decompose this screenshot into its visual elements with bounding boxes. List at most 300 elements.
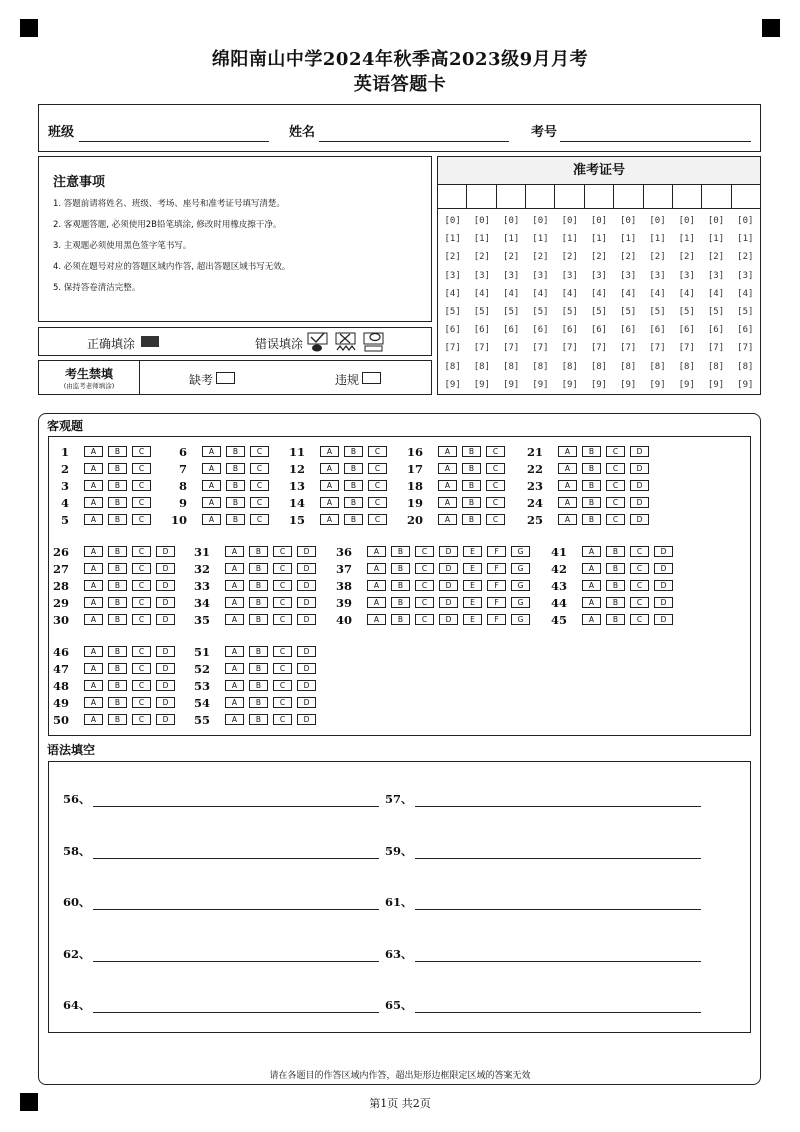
answer-option-bubble[interactable]: B [249,680,268,691]
answer-option-bubble[interactable]: B [462,463,481,474]
answer-option-bubble[interactable]: A [438,463,457,474]
answer-option-bubble[interactable]: B [108,446,127,457]
admission-digit-bubble[interactable]: [7] [503,343,520,354]
blank-answer-line[interactable] [415,858,701,859]
answer-option-bubble[interactable]: C [630,614,649,625]
admission-digit-bubble[interactable]: [1] [503,234,520,245]
admission-digit-bubble[interactable]: [4] [649,288,666,299]
answer-option-bubble[interactable]: C [606,514,625,525]
answer-option-bubble[interactable]: B [391,597,410,608]
answer-option-bubble[interactable]: C [132,597,151,608]
admission-digit-bubble[interactable]: [4] [532,288,549,299]
answer-option-bubble[interactable]: A [84,446,103,457]
answer-option-bubble[interactable]: B [606,597,625,608]
admission-digit-bubble[interactable]: [2] [620,252,637,263]
admission-digit-bubble[interactable]: [3] [590,270,608,281]
answer-option-bubble[interactable]: C [132,497,151,508]
admission-digit-input[interactable] [497,185,526,208]
answer-option-bubble[interactable]: C [250,463,269,474]
admission-digit-bubble[interactable]: [3] [649,270,666,281]
answer-option-bubble[interactable]: C [273,614,292,625]
admission-digit-bubble[interactable]: [7] [473,343,491,354]
answer-option-bubble[interactable]: A [438,514,457,525]
answer-option-bubble[interactable]: C [415,546,434,557]
admission-digit-input[interactable] [467,185,496,208]
admission-digit-input[interactable] [438,185,467,208]
admission-digit-bubble[interactable]: [3] [473,270,491,281]
admission-digit-bubble[interactable]: [2] [503,252,520,263]
answer-option-bubble[interactable]: B [249,697,268,708]
answer-option-bubble[interactable]: C [273,563,292,574]
blank-answer-line[interactable] [415,806,701,807]
answer-option-bubble[interactable]: A [558,446,577,457]
answer-option-bubble[interactable]: B [606,546,625,557]
admission-digit-bubble[interactable]: [1] [620,234,637,245]
admission-digit-bubble[interactable]: [0] [503,216,520,227]
answer-option-bubble[interactable]: A [202,497,221,508]
admission-digit-bubble[interactable]: [2] [649,252,666,263]
admission-digit-bubble[interactable]: [9] [737,379,754,390]
blank-answer-line[interactable] [93,909,379,910]
answer-option-bubble[interactable]: C [630,546,649,557]
answer-option-bubble[interactable]: D [156,646,175,657]
answer-option-bubble[interactable]: C [273,714,292,725]
answer-option-bubble[interactable]: C [415,563,434,574]
blank-answer-line[interactable] [93,1012,379,1013]
blank-answer-line[interactable] [93,806,379,807]
answer-option-bubble[interactable]: B [226,514,245,525]
answer-option-bubble[interactable]: C [486,463,505,474]
admission-digit-bubble[interactable]: [8] [649,361,666,372]
answer-option-bubble[interactable]: F [487,580,506,591]
answer-option-bubble[interactable]: C [415,597,434,608]
admission-digit-bubble[interactable]: [2] [473,252,491,263]
answer-option-bubble[interactable]: A [438,497,457,508]
answer-option-bubble[interactable]: A [367,614,386,625]
answer-option-bubble[interactable]: A [84,463,103,474]
answer-option-bubble[interactable]: A [320,480,339,491]
answer-option-bubble[interactable]: B [606,614,625,625]
admission-digit-bubble[interactable]: [1] [444,234,461,245]
answer-option-bubble[interactable]: C [132,446,151,457]
answer-option-bubble[interactable]: A [84,563,103,574]
answer-option-bubble[interactable]: A [320,446,339,457]
admission-digit-bubble[interactable]: [3] [678,270,695,281]
answer-option-bubble[interactable]: A [84,514,103,525]
admission-digit-bubble[interactable]: [5] [678,307,695,318]
answer-option-bubble[interactable]: B [108,614,127,625]
answer-option-bubble[interactable]: C [415,580,434,591]
answer-option-bubble[interactable]: A [320,497,339,508]
answer-option-bubble[interactable]: D [156,697,175,708]
answer-option-bubble[interactable]: E [463,597,482,608]
answer-option-bubble[interactable]: D [654,597,673,608]
admission-digit-bubble[interactable]: [9] [561,379,578,390]
answer-option-bubble[interactable]: D [654,614,673,625]
answer-option-bubble[interactable]: B [226,463,245,474]
admission-digit-bubble[interactable]: [6] [590,325,608,336]
answer-option-bubble[interactable]: C [273,546,292,557]
answer-option-bubble[interactable]: D [297,646,316,657]
answer-option-bubble[interactable]: C [273,646,292,657]
answer-option-bubble[interactable]: F [487,546,506,557]
admission-digit-bubble[interactable]: [2] [737,252,754,263]
answer-option-bubble[interactable]: B [606,563,625,574]
admission-digit-bubble[interactable]: [4] [444,288,461,299]
admission-digit-bubble[interactable]: [6] [473,325,491,336]
answer-option-bubble[interactable]: G [511,563,530,574]
answer-option-bubble[interactable]: A [84,663,103,674]
admission-digit-input[interactable] [614,185,643,208]
answer-option-bubble[interactable]: A [558,497,577,508]
admission-digit-bubble[interactable]: [3] [561,270,578,281]
admission-digit-bubble[interactable]: [8] [473,361,491,372]
answer-option-bubble[interactable]: D [654,546,673,557]
answer-option-bubble[interactable]: D [297,714,316,725]
answer-option-bubble[interactable]: D [630,463,649,474]
name-field[interactable] [319,141,509,142]
admission-digit-bubble[interactable]: [4] [737,288,754,299]
answer-option-bubble[interactable]: A [367,580,386,591]
answer-option-bubble[interactable]: D [297,614,316,625]
answer-option-bubble[interactable]: C [368,514,387,525]
admission-digit-bubble[interactable]: [6] [532,325,549,336]
admission-digit-bubble[interactable]: [1] [678,234,695,245]
admission-digit-bubble[interactable]: [5] [473,307,491,318]
answer-option-bubble[interactable]: B [582,497,601,508]
answer-option-bubble[interactable]: B [462,446,481,457]
answer-option-bubble[interactable]: A [225,680,244,691]
answer-option-bubble[interactable]: B [391,614,410,625]
admission-digit-bubble[interactable]: [3] [620,270,637,281]
admission-digit-input[interactable] [585,185,614,208]
admission-digit-bubble[interactable]: [2] [678,252,695,263]
answer-option-bubble[interactable]: A [225,597,244,608]
answer-option-bubble[interactable]: D [297,663,316,674]
admission-digit-bubble[interactable]: [6] [649,325,666,336]
answer-option-bubble[interactable]: A [225,546,244,557]
admission-digit-bubble[interactable]: [7] [620,343,637,354]
admission-digit-bubble[interactable]: [8] [737,361,754,372]
admission-digit-bubble[interactable]: [6] [707,325,725,336]
admission-digit-bubble[interactable]: [2] [707,252,725,263]
answer-option-bubble[interactable]: A [225,580,244,591]
answer-option-bubble[interactable]: C [486,446,505,457]
answer-option-bubble[interactable]: F [487,563,506,574]
answer-option-bubble[interactable]: A [84,546,103,557]
answer-option-bubble[interactable]: G [511,597,530,608]
answer-option-bubble[interactable]: B [108,563,127,574]
answer-option-bubble[interactable]: A [202,514,221,525]
answer-option-bubble[interactable]: B [108,697,127,708]
answer-option-bubble[interactable]: C [132,680,151,691]
answer-option-bubble[interactable]: B [462,514,481,525]
admission-digit-bubble[interactable]: [0] [561,216,578,227]
answer-option-bubble[interactable]: A [582,597,601,608]
answer-option-bubble[interactable]: A [367,546,386,557]
admission-digit-input[interactable] [673,185,702,208]
admission-digit-bubble[interactable]: [7] [590,343,608,354]
answer-option-bubble[interactable]: B [249,580,268,591]
admission-digit-bubble[interactable]: [0] [532,216,549,227]
admission-digit-bubble[interactable]: [0] [444,216,461,227]
admission-digit-bubble[interactable]: [0] [649,216,666,227]
absent-checkbox[interactable] [216,372,235,384]
answer-option-bubble[interactable]: B [108,663,127,674]
answer-option-bubble[interactable]: C [486,514,505,525]
answer-option-bubble[interactable]: C [273,697,292,708]
admission-digit-bubble[interactable]: [1] [707,234,725,245]
admission-digit-bubble[interactable]: [5] [561,307,578,318]
admission-digit-bubble[interactable]: [2] [444,252,461,263]
answer-option-bubble[interactable]: D [297,597,316,608]
answer-option-bubble[interactable]: A [558,480,577,491]
answer-option-bubble[interactable]: B [344,446,363,457]
admission-digit-bubble[interactable]: [5] [503,307,520,318]
admission-digit-bubble[interactable]: [3] [532,270,549,281]
class-field[interactable] [79,141,269,142]
answer-option-bubble[interactable]: A [582,614,601,625]
answer-option-bubble[interactable]: B [462,480,481,491]
admission-digit-bubble[interactable]: [4] [678,288,695,299]
answer-option-bubble[interactable]: C [132,697,151,708]
blank-answer-line[interactable] [93,858,379,859]
admission-digit-input[interactable] [702,185,731,208]
admission-digit-bubble[interactable]: [2] [561,252,578,263]
answer-option-bubble[interactable]: C [486,480,505,491]
admission-digit-bubble[interactable]: [4] [473,288,491,299]
answer-option-bubble[interactable]: C [630,563,649,574]
answer-option-bubble[interactable]: C [132,563,151,574]
answer-option-bubble[interactable]: D [297,580,316,591]
blank-answer-line[interactable] [93,961,379,962]
answer-option-bubble[interactable]: B [582,514,601,525]
answer-option-bubble[interactable]: E [463,563,482,574]
answer-option-bubble[interactable]: G [511,580,530,591]
admission-digit-bubble[interactable]: [2] [532,252,549,263]
admission-digit-bubble[interactable]: [7] [707,343,725,354]
admission-digit-bubble[interactable]: [7] [678,343,695,354]
answer-option-bubble[interactable]: A [84,680,103,691]
answer-option-bubble[interactable]: D [439,580,458,591]
admission-digit-bubble[interactable]: [3] [503,270,520,281]
admission-digit-bubble[interactable]: [7] [444,343,461,354]
admission-digit-bubble[interactable]: [9] [590,379,608,390]
answer-option-bubble[interactable]: D [630,480,649,491]
answer-option-bubble[interactable]: A [367,597,386,608]
answer-option-bubble[interactable]: D [654,580,673,591]
answer-option-bubble[interactable]: C [368,463,387,474]
answer-option-bubble[interactable]: C [132,463,151,474]
answer-option-bubble[interactable]: B [249,646,268,657]
answer-option-bubble[interactable]: C [132,480,151,491]
answer-option-bubble[interactable]: B [108,463,127,474]
answer-option-bubble[interactable]: A [582,580,601,591]
answer-option-bubble[interactable]: A [225,697,244,708]
admission-digit-bubble[interactable]: [6] [737,325,754,336]
answer-option-bubble[interactable]: B [391,563,410,574]
answer-option-bubble[interactable]: D [156,546,175,557]
answer-option-bubble[interactable]: D [297,563,316,574]
answer-option-bubble[interactable]: B [108,580,127,591]
answer-option-bubble[interactable]: E [463,614,482,625]
answer-option-bubble[interactable]: C [368,446,387,457]
answer-option-bubble[interactable]: B [108,597,127,608]
answer-option-bubble[interactable]: C [273,663,292,674]
answer-option-bubble[interactable]: C [132,714,151,725]
blank-answer-line[interactable] [415,1012,701,1013]
answer-option-bubble[interactable]: A [84,480,103,491]
answer-option-bubble[interactable]: C [132,614,151,625]
answer-option-bubble[interactable]: A [438,480,457,491]
answer-option-bubble[interactable]: C [486,497,505,508]
answer-option-bubble[interactable]: D [630,514,649,525]
admission-digit-bubble[interactable]: [7] [649,343,666,354]
answer-option-bubble[interactable]: B [249,714,268,725]
answer-option-bubble[interactable]: B [226,480,245,491]
admission-digit-bubble[interactable]: [0] [590,216,608,227]
answer-option-bubble[interactable]: B [108,480,127,491]
answer-option-bubble[interactable]: C [132,546,151,557]
answer-option-bubble[interactable]: A [225,614,244,625]
answer-option-bubble[interactable]: D [156,580,175,591]
admission-digit-bubble[interactable]: [3] [444,270,461,281]
admission-digit-bubble[interactable]: [8] [620,361,637,372]
admission-digit-bubble[interactable]: [4] [503,288,520,299]
admission-digit-bubble[interactable]: [9] [473,379,491,390]
admission-digit-bubble[interactable]: [9] [532,379,549,390]
answer-option-bubble[interactable]: A [320,463,339,474]
answer-option-bubble[interactable]: D [630,497,649,508]
answer-option-bubble[interactable]: A [84,497,103,508]
answer-option-bubble[interactable]: C [606,463,625,474]
answer-option-bubble[interactable]: C [415,614,434,625]
answer-option-bubble[interactable]: C [630,597,649,608]
admission-digit-bubble[interactable]: [0] [620,216,637,227]
admission-digit-bubble[interactable]: [9] [707,379,725,390]
blank-answer-line[interactable] [415,961,701,962]
answer-option-bubble[interactable]: D [439,546,458,557]
answer-option-bubble[interactable]: A [582,546,601,557]
answer-option-bubble[interactable]: B [249,663,268,674]
answer-option-bubble[interactable]: B [226,446,245,457]
answer-option-bubble[interactable]: D [156,614,175,625]
answer-option-bubble[interactable]: A [202,463,221,474]
answer-option-bubble[interactable]: D [156,680,175,691]
admission-digit-bubble[interactable]: [6] [503,325,520,336]
answer-option-bubble[interactable]: C [273,580,292,591]
admission-digit-bubble[interactable]: [3] [737,270,754,281]
admission-digit-bubble[interactable]: [5] [649,307,666,318]
answer-option-bubble[interactable]: B [108,680,127,691]
answer-option-bubble[interactable]: B [249,546,268,557]
admission-digit-bubble[interactable]: [5] [737,307,754,318]
admission-digit-bubble[interactable]: [5] [532,307,549,318]
admission-digit-bubble[interactable]: [5] [590,307,608,318]
answer-option-bubble[interactable]: B [226,497,245,508]
answer-option-bubble[interactable]: C [250,514,269,525]
answer-option-bubble[interactable]: F [487,614,506,625]
blank-answer-line[interactable] [415,909,701,910]
answer-option-bubble[interactable]: B [582,463,601,474]
answer-option-bubble[interactable]: B [108,546,127,557]
answer-option-bubble[interactable]: D [630,446,649,457]
answer-option-bubble[interactable]: D [156,714,175,725]
admission-digit-bubble[interactable]: [5] [444,307,461,318]
answer-option-bubble[interactable]: C [132,514,151,525]
admission-digit-bubble[interactable]: [6] [561,325,578,336]
answer-option-bubble[interactable]: D [654,563,673,574]
answer-option-bubble[interactable]: C [132,646,151,657]
answer-option-bubble[interactable]: B [344,497,363,508]
answer-option-bubble[interactable]: D [156,563,175,574]
answer-option-bubble[interactable]: B [344,463,363,474]
answer-option-bubble[interactable]: D [156,597,175,608]
answer-option-bubble[interactable]: A [225,663,244,674]
answer-option-bubble[interactable]: E [463,580,482,591]
answer-option-bubble[interactable]: D [297,697,316,708]
admission-digit-bubble[interactable]: [9] [503,379,520,390]
answer-option-bubble[interactable]: C [368,480,387,491]
admission-digit-bubble[interactable]: [0] [678,216,695,227]
admission-digit-bubble[interactable]: [8] [444,361,461,372]
admission-digit-bubble[interactable]: [8] [678,361,695,372]
answer-option-bubble[interactable]: B [344,480,363,491]
answer-option-bubble[interactable]: A [84,614,103,625]
exam-no-field[interactable] [560,141,751,142]
admission-digit-bubble[interactable]: [4] [561,288,578,299]
answer-option-bubble[interactable]: B [344,514,363,525]
admission-digit-bubble[interactable]: [2] [590,252,608,263]
answer-option-bubble[interactable]: G [511,614,530,625]
answer-option-bubble[interactable]: C [250,446,269,457]
answer-option-bubble[interactable]: A [202,446,221,457]
answer-option-bubble[interactable]: A [367,563,386,574]
answer-option-bubble[interactable]: A [84,697,103,708]
answer-option-bubble[interactable]: B [462,497,481,508]
answer-option-bubble[interactable]: C [606,446,625,457]
answer-option-bubble[interactable]: A [84,597,103,608]
admission-digit-bubble[interactable]: [4] [620,288,637,299]
admission-digit-bubble[interactable]: [0] [707,216,725,227]
answer-option-bubble[interactable]: B [249,563,268,574]
answer-option-bubble[interactable]: C [250,497,269,508]
admission-digit-bubble[interactable]: [1] [737,234,754,245]
answer-option-bubble[interactable]: B [582,446,601,457]
admission-digit-bubble[interactable]: [1] [590,234,608,245]
admission-digit-bubble[interactable]: [0] [473,216,491,227]
admission-digit-bubble[interactable]: [7] [737,343,754,354]
answer-option-bubble[interactable]: D [297,680,316,691]
admission-digit-bubble[interactable]: [9] [678,379,695,390]
answer-option-bubble[interactable]: F [487,597,506,608]
answer-option-bubble[interactable]: C [250,480,269,491]
answer-option-bubble[interactable]: C [132,580,151,591]
answer-option-bubble[interactable]: B [108,514,127,525]
answer-option-bubble[interactable]: C [273,680,292,691]
admission-digit-bubble[interactable]: [6] [620,325,637,336]
admission-digit-input[interactable] [732,185,760,208]
answer-option-bubble[interactable]: A [438,446,457,457]
answer-option-bubble[interactable]: B [249,614,268,625]
answer-option-bubble[interactable]: A [582,563,601,574]
answer-option-bubble[interactable]: A [202,480,221,491]
admission-digit-bubble[interactable]: [8] [532,361,549,372]
answer-option-bubble[interactable]: A [558,463,577,474]
admission-digit-bubble[interactable]: [9] [620,379,637,390]
answer-option-bubble[interactable]: A [225,563,244,574]
answer-option-bubble[interactable]: G [511,546,530,557]
